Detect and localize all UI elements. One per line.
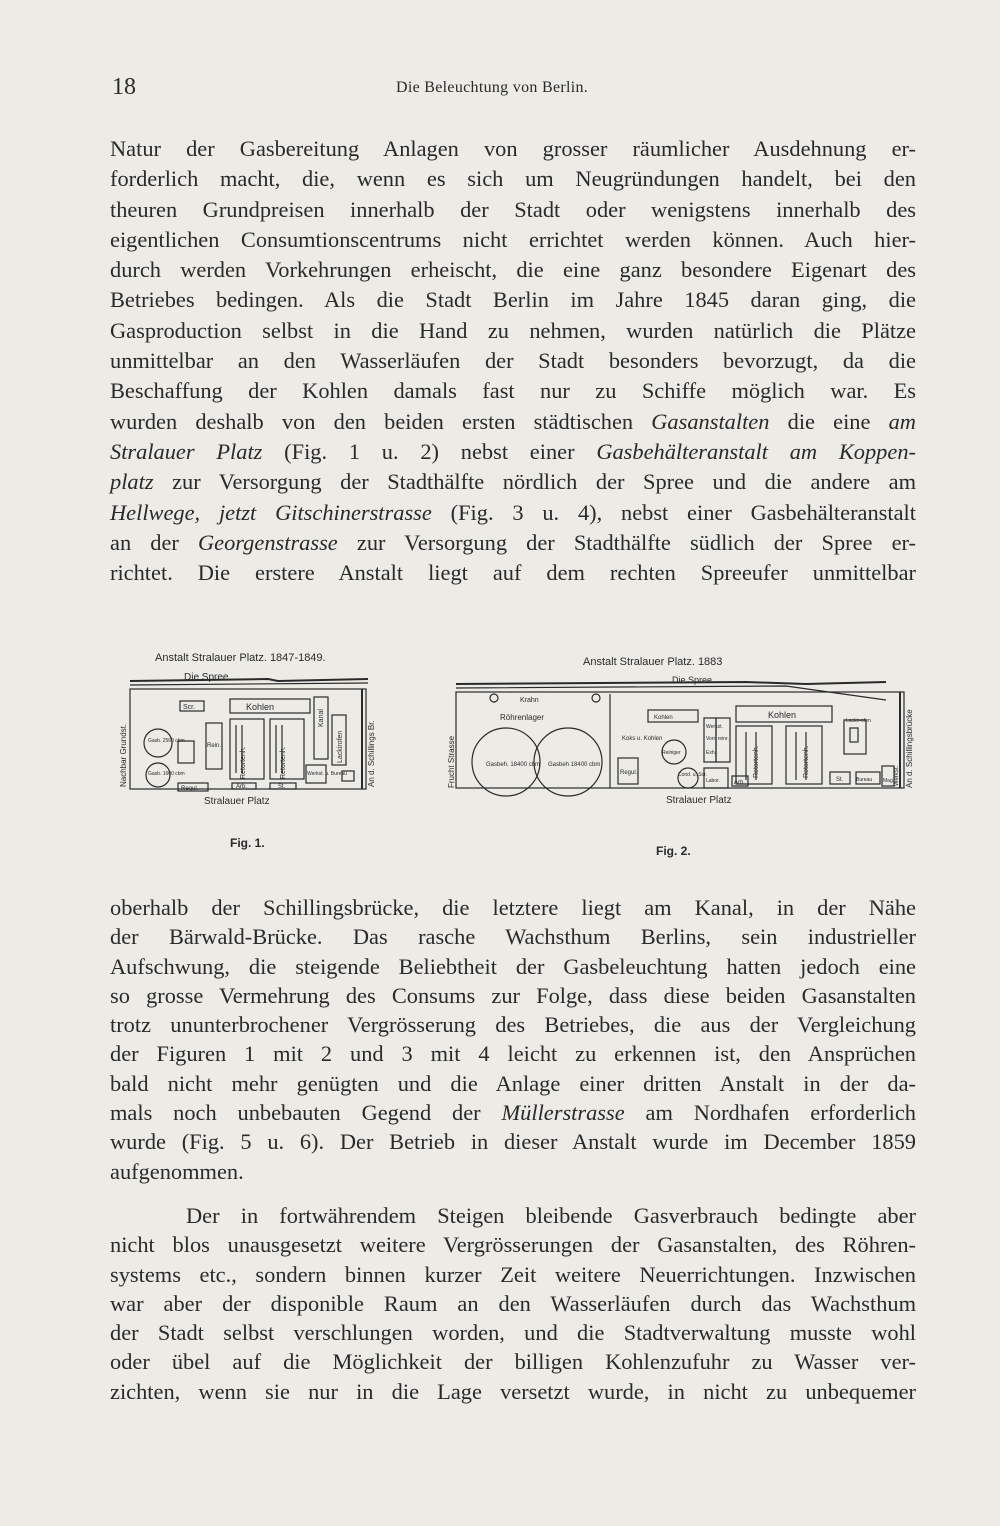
svg-text:Gasbeh. 18400 cbm: Gasbeh. 18400 cbm — [486, 762, 541, 768]
svg-text:St.: St. — [836, 777, 844, 783]
fig2-title: Anstalt Stralauer Platz. 1883 — [583, 656, 723, 668]
svg-text:Kanal: Kanal — [318, 709, 325, 727]
fig1-label-stralauer: Stralauer Platz — [204, 796, 270, 807]
svg-text:Kohlen: Kohlen — [768, 710, 797, 720]
svg-text:Lackirofen: Lackirofen — [337, 730, 344, 763]
svg-text:Reiniger: Reiniger — [662, 750, 681, 756]
svg-text:Cond. u. Scr.: Cond. u. Scr. — [678, 772, 707, 778]
text-line: mals noch unbebauten Gegend der Müllerstrasse am Nordhafen erforderlich — [110, 1100, 916, 1126]
text-line: Natur der Gasbereitung Anlagen von grosser räumlicher Ausdehnung er- — [110, 136, 916, 161]
fig2-caption: Fig. 2. — [656, 844, 691, 858]
svg-text:Arb.: Arb. — [236, 784, 248, 790]
text-line: Aufschwung, die steigende Beliebtheit der Gasbeleuchtung hatten jedoch eine — [110, 953, 916, 979]
svg-text:Werkst.: Werkst. — [706, 724, 723, 730]
text-line: eigentlichen Consumtionscentrums nicht errichtet werden können. Auch hier- — [110, 226, 916, 252]
svg-text:Kohlen: Kohlen — [654, 715, 673, 721]
text-line: Der in fortwährendem Steigen bleibende Gasverbrauch bedingte aber — [186, 1203, 916, 1228]
emphasis-georgenstrasse: Georgenstrasse — [198, 529, 338, 555]
svg-text:Nachbar Grundst.: Nachbar Grundst. — [119, 723, 128, 787]
svg-text:Kohlen: Kohlen — [246, 702, 275, 712]
text-line: Stralauer Platz (Fig. 1 u. 2) nebst einer Gasbehälteranstalt am Koppen- — [110, 438, 916, 464]
emphasis-gasanstalten: Gasanstalten — [651, 408, 770, 434]
text-line: systems etc., sondern binnen kurzer Zeit weitere Neuerrichtungen. Inzwischen — [110, 1261, 916, 1287]
fig2-label-stralauer: Stralauer Platz — [666, 795, 732, 806]
svg-text:Retortenh.: Retortenh. — [240, 746, 247, 779]
text-line: so grosse Vermehrung des Consums zur Folge, dass diese beiden Gasanstalten — [110, 982, 916, 1008]
figure-1 — [118, 667, 380, 812]
text-line: forderlich macht, die, wenn es sich um Neugründungen handelt, bei den — [110, 166, 916, 192]
text-line: Hellwege, jetzt Gitschinerstrasse (Fig. 3 u. 4), nebst einer Gasbehälteranstalt — [110, 499, 916, 525]
fig2-plan — [446, 670, 916, 810]
paragraph-1 — [110, 134, 916, 588]
fig1-plan — [118, 667, 380, 807]
text-line: theuren Grundpreisen innerhalb der Stadt oder wenigstens innerhalb des — [110, 196, 916, 222]
svg-text:Arb.: Arb. — [734, 780, 746, 786]
text-line: bald nicht mehr genügten und die Anlage einer dritten Anstalt in der da- — [110, 1070, 916, 1096]
svg-text:Retortenh.: Retortenh. — [280, 746, 287, 779]
text-line: platz zur Versorgung der Stadthälfte nördlich der Spree und die andere am — [110, 469, 916, 495]
fig1-caption: Fig. 1. — [230, 836, 265, 850]
emphasis-hellwege: Hellwege, jetzt Gitschinerstrasse — [110, 499, 432, 525]
text-line: Beschaffung der Kohlen damals fast nur zu Schiffe möglich war. Es — [110, 378, 916, 404]
svg-text:Koks u. Kohlen: Koks u. Kohlen — [622, 736, 663, 742]
svg-text:Krahn: Krahn — [520, 697, 539, 704]
text-line: zichten, wenn sie nur in die Lage versetzt wurde, in nicht zu unbequemer — [110, 1378, 916, 1404]
running-title: Die Beleuchtung von Berlin. — [396, 79, 589, 96]
svg-text:Regul.: Regul. — [620, 770, 638, 776]
svg-text:Gasb. 2560 cbm: Gasb. 2560 cbm — [148, 738, 185, 744]
text-line: Betriebes bedingen. Als die Stadt Berlin im Jahre 1845 daran ging, die — [110, 287, 916, 313]
paragraph-3 — [110, 1201, 916, 1406]
svg-text:Retortenh.: Retortenh. — [753, 745, 760, 778]
svg-text:Bureau: Bureau — [856, 777, 873, 783]
figure-2 — [446, 670, 916, 815]
svg-text:Exh.: Exh. — [706, 750, 717, 756]
svg-text:Röhrenlager: Röhrenlager — [500, 713, 545, 722]
svg-text:Frucht Strasse: Frucht Strasse — [447, 735, 456, 788]
page-number: 18 — [112, 74, 136, 100]
text-line: der Bärwald-Brücke. Das rasche Wachsthum Berlins, sein industrieller — [110, 924, 916, 950]
text-line: war aber der disponible Raum an den Wasserläufen durch das Wachsthum — [110, 1290, 916, 1316]
svg-text:An d. Schillings Br.: An d. Schillings Br. — [367, 720, 376, 787]
svg-text:Regul.: Regul. — [181, 786, 199, 792]
svg-text:An d. Schillingsbrücke: An d. Schillingsbrücke — [905, 709, 914, 788]
paragraph-2 — [110, 893, 916, 1186]
svg-text:Retortenh.: Retortenh. — [803, 745, 810, 778]
svg-text:Vorr. reinr.: Vorr. reinr. — [706, 736, 729, 742]
text-line: der Figuren 1 mit 2 und 3 mit 4 leicht zu erkennen ist, den Ansprüchen — [110, 1041, 916, 1067]
svg-text:Rein.: Rein. — [207, 743, 222, 749]
svg-text:Scr.: Scr. — [183, 704, 196, 711]
text-line: unmittelbar an den Wasserläufen der Stadt besonders bevorzugt, da die — [110, 348, 916, 374]
text-line: Gasproduction selbst in die Hand zu nehmen, wurden natürlich die Plätze — [110, 317, 916, 343]
svg-text:Mag.: Mag. — [883, 778, 895, 784]
text-line: der Stadt selbst verschlungen worden, und die Stadtverwaltung musste wohl — [110, 1320, 916, 1346]
text-line: richtet. Die erstere Anstalt liegt auf dem rechten Spreeufer unmittelbar — [110, 560, 916, 586]
text-line: wurden deshalb von den beiden ersten städtischen Gasanstalten die eine am — [110, 408, 916, 434]
text-line: oder übel auf die Möglichkeit der billigen Kohlenzufuhr zu Wasser ver- — [110, 1349, 916, 1375]
text-line: trotz ununterbrochener Vergrösserung des Betriebes, die aus der Vergleichung — [110, 1012, 916, 1038]
fig1-label-spree: Die Spree — [184, 672, 229, 683]
emphasis-stralauer-platz: Stralauer Platz — [110, 438, 263, 464]
svg-text:Lackir-ofen: Lackir-ofen — [846, 718, 871, 724]
text-line: durch werden Vorkehrungen erheischt, die eine ganz besondere Eigenart des — [110, 257, 916, 283]
svg-text:Werkst. u. Bureau: Werkst. u. Bureau — [307, 771, 347, 777]
text-line: aufgenommen. — [110, 1158, 244, 1184]
text-line: an der Georgenstrasse zur Versorgung der Stadthälfte südlich der Spree er- — [110, 529, 917, 555]
text-line: oberhalb der Schillingsbrücke, die letztere liegt am Kanal, in der Nähe — [110, 895, 916, 920]
fig2-label-spree: Die Spree. — [672, 675, 715, 685]
fig1-title: Anstalt Stralauer Platz. 1847-1849. — [155, 652, 326, 664]
svg-text:Gasb. 1600 cbm: Gasb. 1600 cbm — [148, 771, 185, 777]
svg-text:Gasbeh 18400 cbm: Gasbeh 18400 cbm — [548, 762, 601, 768]
text-line: wurde (Fig. 5 u. 6). Der Betrieb in dieser Anstalt wurde im December 1859 — [110, 1129, 916, 1155]
svg-text:St.: St. — [278, 784, 286, 790]
svg-text:Werkst.: Werkst. — [894, 765, 900, 786]
svg-text:Labor.: Labor. — [706, 778, 720, 784]
emphasis-muellerstrasse: Müllerstrasse — [501, 1100, 625, 1126]
text-line: nicht blos unausgesetzt weitere Vergrösserungen der Gasanstalten, des Röhren- — [110, 1232, 916, 1258]
